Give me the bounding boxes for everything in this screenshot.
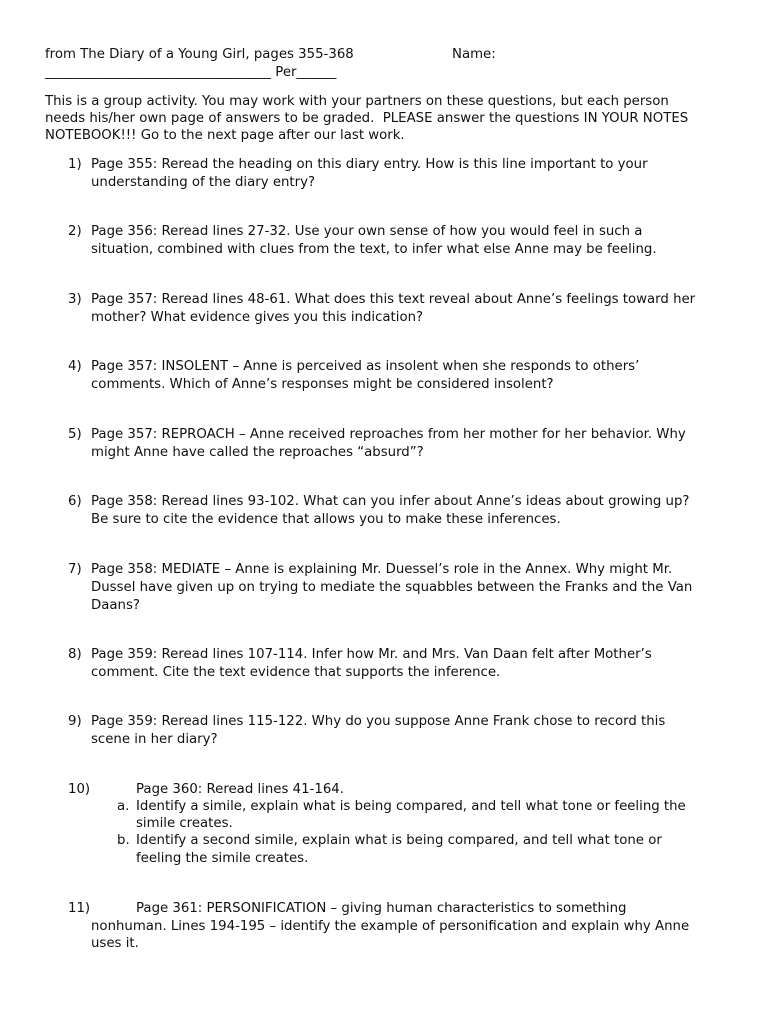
question-number: 11) bbox=[68, 901, 91, 916]
sub-item-text: simile creates. bbox=[136, 816, 233, 831]
sub-item-text: Identify a second simile, explain what is being compared, and tell what tone or bbox=[136, 833, 662, 848]
question-text: Page 358: Reread lines 93-102. What can you infer about Anne’s ideas about growing up? bbox=[91, 494, 690, 509]
question-number: 2) bbox=[68, 224, 82, 239]
question-text: nonhuman. Lines 194-195 – identify the example of personification and explain why Anne bbox=[91, 919, 690, 934]
period-label: Per______ bbox=[271, 65, 337, 80]
name-label: Name: bbox=[452, 47, 496, 62]
question-text: Page 358: MEDIATE – Anne is explaining Mr. Duessel’s role in the Annex. Why might Mr. bbox=[91, 562, 673, 577]
question-number: 8) bbox=[68, 647, 82, 662]
question-number: 9) bbox=[68, 714, 82, 729]
question-text: Page 356: Reread lines 27-32. Use your own sense of how you would feel in such a bbox=[91, 224, 643, 239]
question-text: Page 359: Reread lines 115-122. Why do you suppose Anne Frank chose to record this bbox=[91, 714, 666, 729]
intro-line: This is a group activity. You may work with your partners on these questions, but each person bbox=[45, 94, 669, 109]
intro-line: needs his/her own page of answers to be graded. PLEASE answer the questions IN YOUR NOTES bbox=[45, 111, 689, 126]
question-text: mother? What evidence gives you this indication? bbox=[91, 310, 424, 325]
question-number: 3) bbox=[68, 292, 82, 307]
question-text: Page 355: Reread the heading on this diary entry. How is this line important to your bbox=[91, 157, 648, 172]
question-text: scene in her diary? bbox=[91, 732, 218, 747]
name-period-line bbox=[45, 64, 336, 81]
question-number: 5) bbox=[68, 427, 82, 442]
question-text: Dussel have given up on trying to mediate the squabbles between the Franks and the Van bbox=[91, 580, 693, 595]
question-text: Daans? bbox=[91, 598, 140, 613]
sub-item-text: feeling the simile creates. bbox=[136, 851, 309, 866]
question-text: comments. Which of Anne’s responses might be considered insolent? bbox=[91, 377, 554, 392]
question-text: Be sure to cite the evidence that allows you to make these inferences. bbox=[91, 512, 561, 527]
question-text: might Anne have called the reproaches “absurd”? bbox=[91, 445, 424, 460]
intro-line: NOTEBOOK!!! Go to the next page after our last work. bbox=[45, 128, 405, 143]
sub-item-text: Identify a simile, explain what is being compared, and tell what tone or feeling the bbox=[136, 799, 686, 814]
sub-item-letter: b. bbox=[117, 833, 130, 848]
worksheet-title: from The Diary of a Young Girl, pages 355-368 bbox=[45, 47, 354, 62]
question-text: Page 357: REPROACH – Anne received reproaches from her mother for her behavior. Why bbox=[91, 427, 686, 442]
question-number: 4) bbox=[68, 359, 82, 374]
question-number: 10) bbox=[68, 782, 91, 797]
question-number: 1) bbox=[68, 157, 82, 172]
name-blank: __________________________________ bbox=[45, 65, 272, 80]
question-text: uses it. bbox=[91, 936, 139, 951]
question-text: Page 360: Reread lines 41-164. bbox=[136, 782, 344, 797]
question-number: 6) bbox=[68, 494, 82, 509]
question-text: Page 361: PERSONIFICATION – giving human characteristics to something bbox=[136, 901, 627, 916]
question-number: 7) bbox=[68, 562, 82, 577]
question-text: Page 359: Reread lines 107-114. Infer how Mr. and Mrs. Van Daan felt after Mother’s bbox=[91, 647, 652, 662]
question-text: understanding of the diary entry? bbox=[91, 175, 316, 190]
question-text: Page 357: Reread lines 48-61. What does this text reveal about Anne’s feelings toward her bbox=[91, 292, 696, 307]
sub-item-letter: a. bbox=[117, 799, 130, 814]
question-text: comment. Cite the text evidence that supports the inference. bbox=[91, 665, 501, 680]
question-text: Page 357: INSOLENT – Anne is perceived as insolent when she responds to others’ bbox=[91, 359, 640, 374]
question-text: situation, combined with clues from the text, to infer what else Anne may be feeling. bbox=[91, 242, 657, 257]
